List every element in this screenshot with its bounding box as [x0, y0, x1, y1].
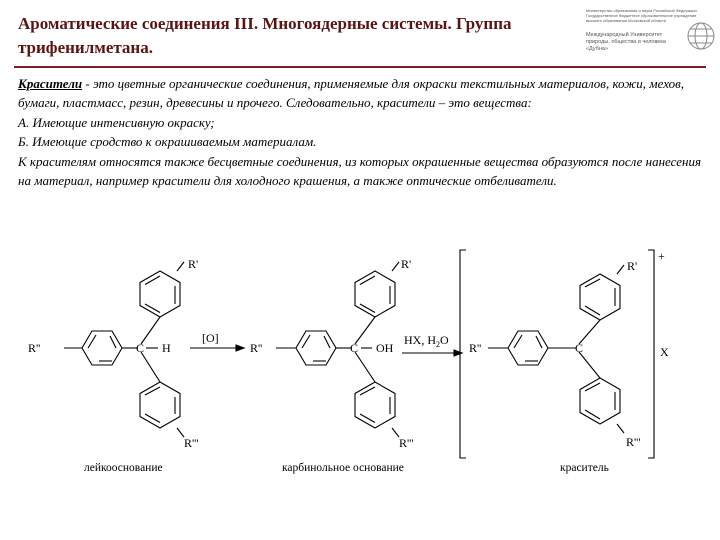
reaction-scheme: [14, 240, 714, 490]
dye-r-left: R'': [469, 341, 482, 355]
logo-line-3: высшего образования Московской области: [586, 18, 667, 23]
caption-carbinol: карбинольное основание: [282, 462, 404, 474]
dye-structure: [460, 250, 654, 458]
slide-title: Ароматические соединения III. Многоядерные системы. Группа трифенилметана.: [18, 14, 512, 57]
logo-line-4: Международный Университет: [586, 32, 663, 38]
carbinol-r-bottom: R''': [399, 436, 414, 450]
step2-reagent: HX, $H_2O$: [404, 333, 449, 349]
leuco-r-left: R'': [28, 341, 41, 355]
leuco-sub: H: [162, 341, 171, 355]
dye-r-top: R': [627, 259, 638, 273]
point-a: А. Имеющие интенсивную окраску;: [18, 114, 215, 130]
leuco-r-bottom: R''': [184, 436, 199, 450]
title-divider: [14, 66, 706, 68]
caption-leuco: лейкооснование: [84, 462, 163, 474]
point-b: Б. Имеющие сродство к окрашиваемым материалам.: [18, 134, 317, 150]
definition-text: - это цветные органические соединения, применяемые для окраски текстильных материалов, кожи, мехов, бумаги, пластмасс, резин, древесины и прочего. Следовательно, красители – это вещества:: [18, 76, 685, 111]
logo-line-1: Министерство образования и науки Российской Федерации: [586, 8, 697, 13]
extra-paragraph: К красителям относятся также бесцветные соединения, из которых окрашенные вещества образуются после нанесения на материал, например красители для холодного крашения, а также оптические отбеливатели.: [18, 153, 701, 189]
carbinol-r-top: R': [401, 257, 412, 271]
carbinol-center: C: [350, 341, 359, 355]
logo-line-5: природы, общества и человека: [586, 39, 666, 45]
arrow-1-head: [236, 345, 244, 351]
dye-r-bottom: R''': [626, 435, 641, 449]
leuco-center: C: [136, 341, 145, 355]
dye-counter-ion: X: [660, 345, 669, 359]
step1-reagent: [O]: [202, 331, 219, 345]
carbinol-sub: OH: [376, 341, 394, 355]
logo-line-6: «Дубна»: [586, 46, 609, 52]
dye-charge: +: [658, 249, 665, 263]
dye-center: C: [575, 341, 584, 355]
leuco-r-top: R': [188, 257, 199, 271]
arrow-2-head: [454, 350, 462, 356]
definition-paragraph: [18, 74, 708, 113]
body-text: [18, 74, 708, 190]
carbinol-r-left: R'': [250, 341, 263, 355]
caption-dye: краситель: [560, 462, 609, 474]
term-dyes: Красители: [18, 76, 83, 91]
university-logo: [582, 6, 716, 66]
globe-icon: [688, 23, 714, 49]
logo-line-2: Государственное бюджетное образовательное учреждение: [586, 13, 697, 18]
